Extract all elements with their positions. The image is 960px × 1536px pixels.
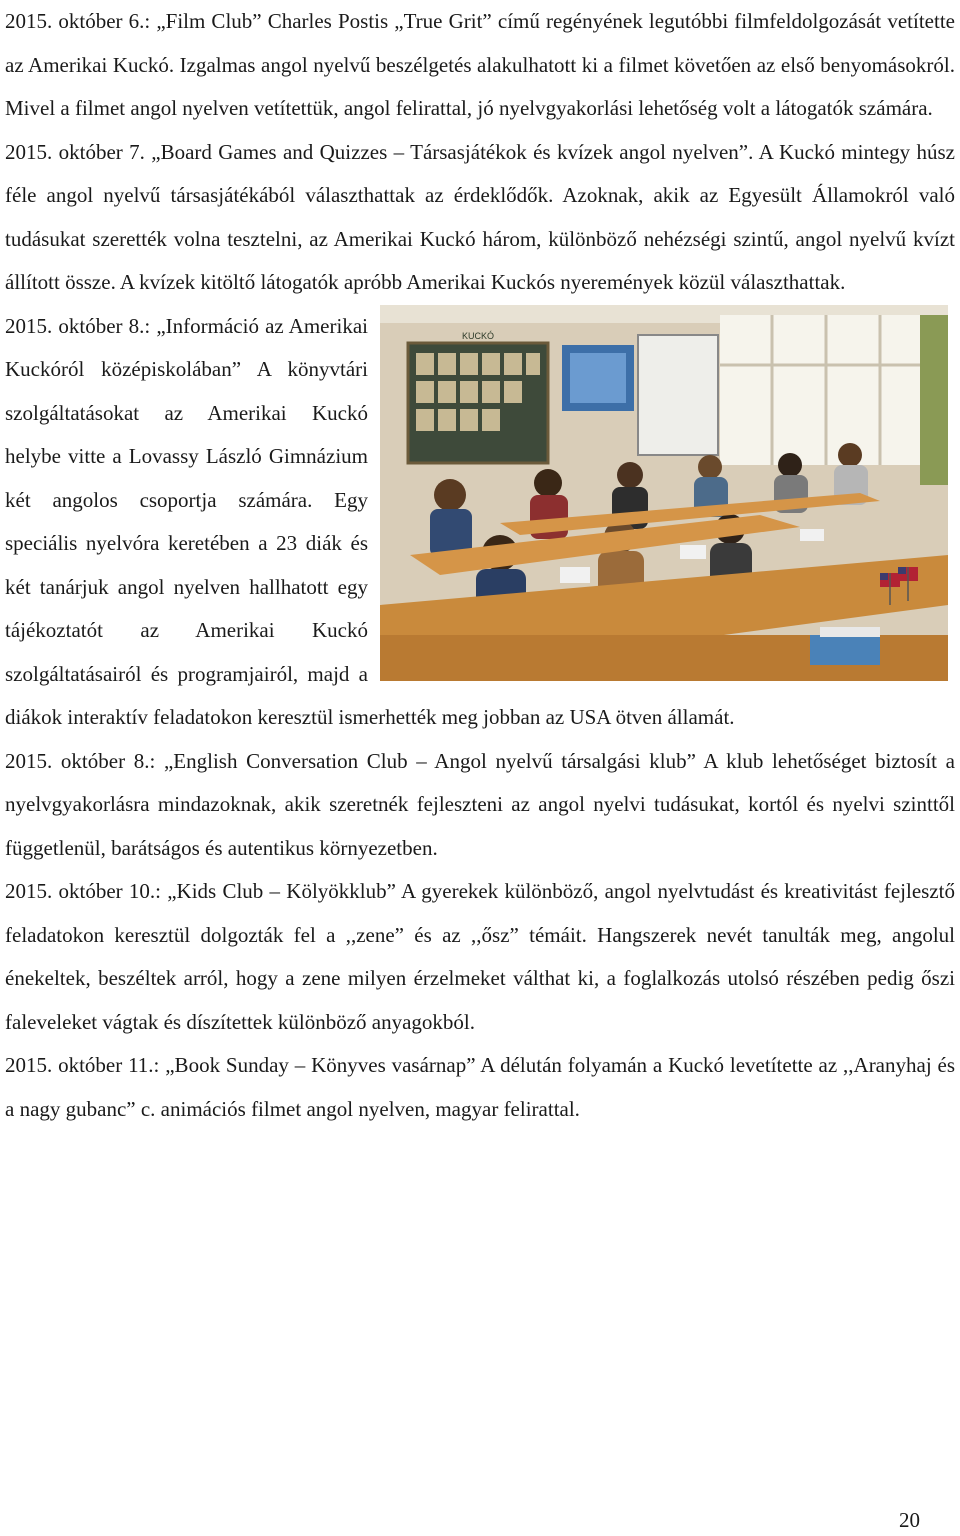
classroom-photo-image (380, 305, 948, 681)
paragraph-with-photo (5, 305, 955, 740)
paragraph-film-club: 2015. október 6.: „Film Club” Charles Postis „True Grit” című regényének legutóbbi filmfeldolgozását vetítette az Amerikai Kuckó. Izgalmas angol nyelvű beszélgetés alakulhatott ki a filmet követően az első benyomásokról. Mivel a filmet angol nyelven vetítettük, angol felirattal, jó nyelvgyakorlási lehetőség volt a látogatók számára. (5, 9, 955, 120)
document-page (5, 0, 955, 1131)
paragraph-book-sunday: 2015. október 11.: „Book Sunday – Könyves vasárnap” A délután folyamán a Kuckó levetítette az ,,Aranyhaj és a nagy gubanc” c. animációs filmet angol nyelven, magyar felirattal. (5, 1053, 955, 1121)
board-label: KUCKÓ (461, 330, 495, 341)
paragraph-board-games: 2015. október 7. „Board Games and Quizzes – Társasjátékok és kvízek angol nyelven”. A Kuckó mintegy húsz féle angol nyelvű társasjátékából választhattak az érdeklődők. Azoknak, akik az Egyesült Államokról való tudásukat szerették volna tesztelni, az Amerikai Kuckó három, különböző nehézségi szintű, angol nyelvű kvízt állított össze. A kvízek kitöltő látogatók apróbb Amerikai Kuckós nyeremények közül választhattak. (5, 139, 955, 294)
page-number: 20 (899, 1508, 920, 1532)
paragraph-school-info: 2015. október 8.: „Információ az Amerikai Kuckóról középiskolában” A könyvtári szolgáltatásokat az Amerikai Kuckó helybe vitte a Lovassy László Gimnázium két angolos csoportja számára. Egy speciális nyelvóra keretében a 23 diák és két tanárjuk angol nyelven hallhatott egy tájékoztatót az Amerikai Kuckó szolgáltatásairól és programjairól, majd a diákok interaktív feladatokon keresztül ismerhették meg jobban az USA ötven államát. (5, 313, 735, 729)
paragraph-conversation-club: 2015. október 8.: „English Conversation Club – Angol nyelvű társalgási klub” A klub lehetőséget biztosít a nyelvgyakorlásra mindazoknak, akik szeretnék fejleszteni az angol nyelvi tudásukat, kortól és nyelvi szinttől függetlenül, barátságos és autentikus környezetben. (5, 748, 955, 860)
paragraph-kids-club: 2015. október 10.: „Kids Club – Kölyökklub” A gyerekek különböző, angol nyelvtudást és kreativitást fejlesztő feladatokon keresztül dolgozták fel a ,,zene” és az ,,ősz” témáit. Hangszerek nevét tanulták meg, angolul énekeltek, beszéltek arról, hogy a zene milyen érzelmeket válthat ki, a foglalkozás utolsó részében pedig őszi faleveleket vágtak és díszítettek különböző anyagokból. (5, 879, 955, 1034)
classroom-photo (380, 305, 948, 681)
